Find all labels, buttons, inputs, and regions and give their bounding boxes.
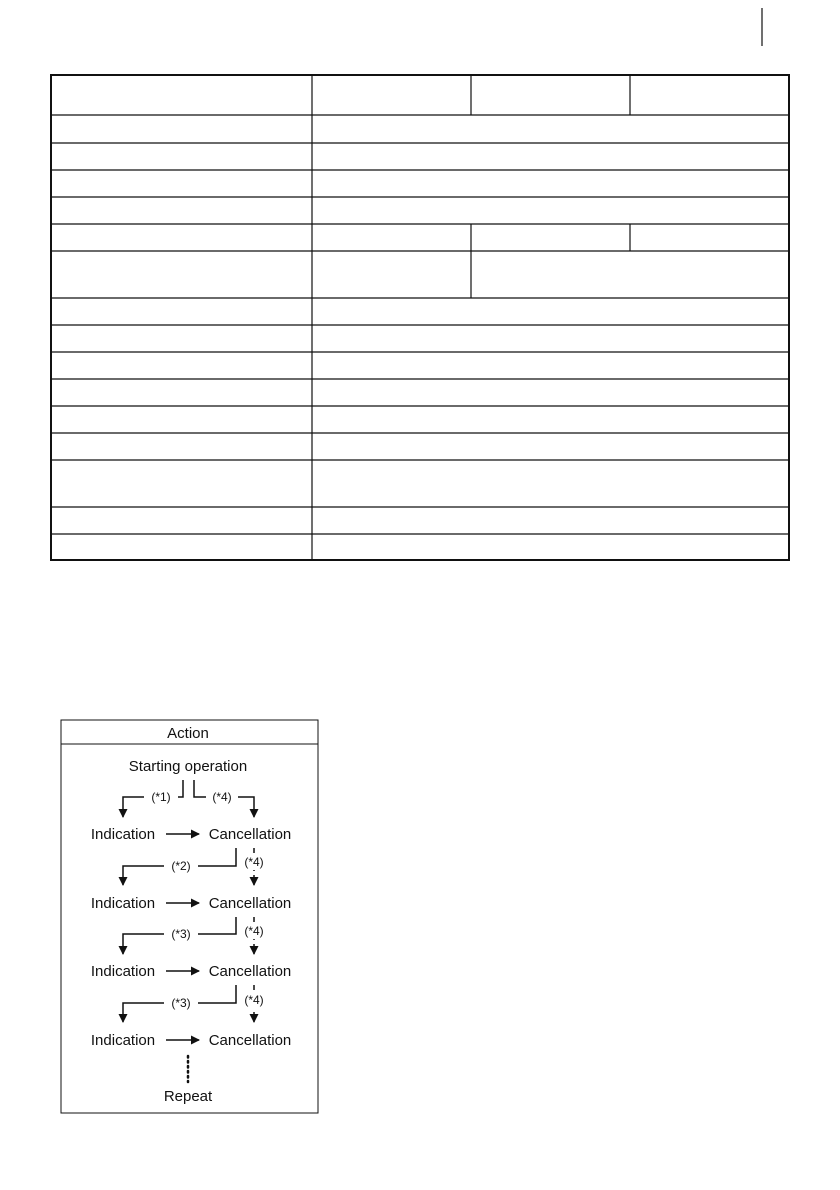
cancellation-label: Cancellation	[208, 963, 292, 980]
note-label: (*4)	[244, 924, 264, 938]
note-label: (*2)	[171, 859, 191, 873]
diagram-title: Action	[167, 725, 209, 742]
cancellation-label: Cancellation	[208, 895, 292, 912]
note-label: (*4)	[244, 855, 264, 869]
cancellation-label: Cancellation	[208, 1032, 292, 1049]
note-label: (*3)	[171, 927, 191, 941]
starting-operation-label: Starting operation	[128, 758, 248, 775]
indication-label: Indication	[90, 895, 156, 912]
note-label: (*1)	[151, 790, 171, 804]
cancellation-label: Cancellation	[208, 826, 292, 843]
table-border	[51, 75, 789, 560]
action-flow-diagram	[61, 720, 318, 1113]
note-label: (*3)	[171, 996, 191, 1010]
note-label: (*4)	[212, 790, 232, 804]
indication-label: Indication	[90, 1032, 156, 1049]
diagram-frame	[61, 720, 318, 1113]
repeat-label: Repeat	[163, 1088, 213, 1105]
spec-table	[51, 75, 789, 560]
note-label: (*4)	[244, 993, 264, 1007]
indication-label: Indication	[90, 963, 156, 980]
indication-label: Indication	[90, 826, 156, 843]
